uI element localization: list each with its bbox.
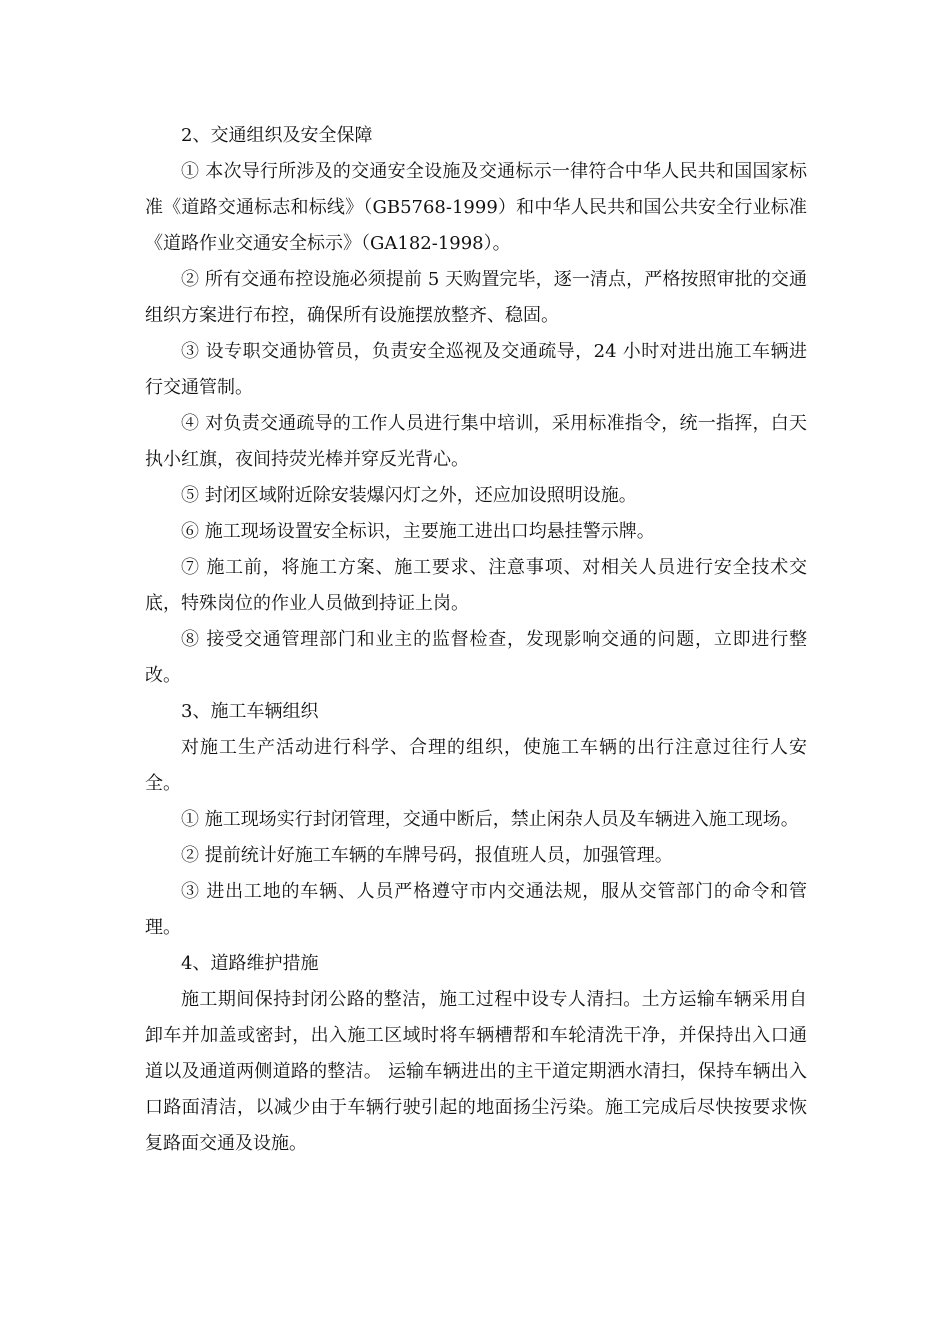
section-heading-road-maintenance: 4、道路维护措施: [181, 953, 319, 974]
section-heading-vehicle-organization: 3、施工车辆组织: [181, 701, 319, 722]
paragraph-item-3: ③ 设专职交通协管员，负责安全巡视及交通疏导，24 小时对进出施工车辆进行交通管制。: [145, 341, 807, 398]
paragraph-vehicle-item-3: ③ 进出工地的车辆、人员严格遵守市内交通法规，服从交管部门的命令和管理。: [145, 881, 807, 938]
paragraph-vehicle-item-1: ① 施工现场实行封闭管理，交通中断后，禁止闲杂人员及车辆进入施工现场。: [181, 809, 799, 830]
paragraph-item-7: ⑦ 施工前，将施工方案、施工要求、注意事项、对相关人员进行安全技术交底，特殊岗位的作业人员做到持证上岗。: [145, 557, 807, 614]
section-heading-traffic-organization: 2、交通组织及安全保障: [181, 125, 373, 146]
paragraph-road-maintenance: 施工期间保持封闭公路的整洁，施工过程中设专人清扫。土方运输车辆采用自卸车并加盖或密封，出入施工区域时将车辆槽帮和车轮清洗干净，并保持出入口通道以及通道两侧道路的整洁。 运输车辆进出的主干道定期洒水清扫，保持车辆出入口路面清洁，以减少由于车辆行驶引起的地面扬尘污染。施工完成后尽快按要求恢复路面交通及设施。: [145, 989, 807, 1154]
paragraph-item-5: ⑤ 封闭区域附近除安装爆闪灯之外，还应加设照明设施。: [181, 485, 637, 506]
paragraph-item-1: ① 本次导行所涉及的交通安全设施及交通标示一律符合中华人民共和国国家标准《道路交通标志和标线》（GB5768-1999）和中华人民共和国公共安全行业标准《道路作业交通安全标示》（GA182-1998）。: [145, 161, 807, 254]
paragraph-item-6: ⑥ 施工现场设置安全标识，主要施工进出口均悬挂警示牌。: [181, 521, 655, 542]
document-body: [145, 118, 807, 1162]
paragraph-vehicle-intro: 对施工生产活动进行科学、合理的组织，使施工车辆的出行注意过往行人安全。: [145, 737, 807, 794]
paragraph-vehicle-item-2: ② 提前统计好施工车辆的车牌号码，报值班人员，加强管理。: [181, 845, 673, 866]
paragraph-item-8: ⑧ 接受交通管理部门和业主的监督检查，发现影响交通的问题，立即进行整改。: [145, 629, 807, 686]
paragraph-item-4: ④ 对负责交通疏导的工作人员进行集中培训，采用标准指令，统一指挥，白天执小红旗，夜间持荧光棒并穿反光背心。: [145, 413, 807, 470]
paragraph-item-2: ② 所有交通布控设施必须提前 5 天购置完毕，逐一清点，严格按照审批的交通组织方案进行布控，确保所有设施摆放整齐、稳固。: [145, 269, 807, 326]
